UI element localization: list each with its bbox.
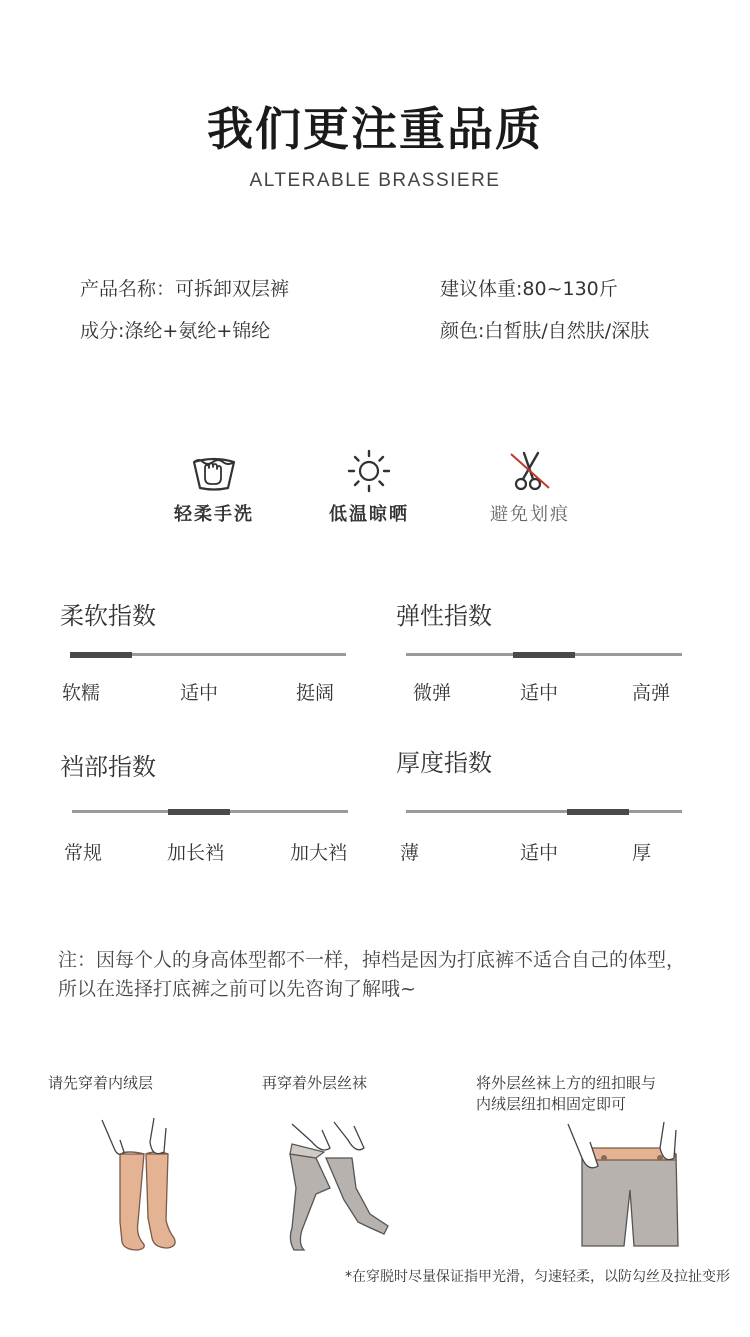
care-label-avoid-scratch: 避免划痕 <box>490 504 570 525</box>
care-label-low-temp: 低温晾晒 <box>329 504 409 525</box>
step-3-text <box>476 1073 656 1115</box>
button-layers-illustration <box>560 1118 690 1258</box>
no-scissors-icon <box>505 448 555 494</box>
thickness-track <box>406 810 682 813</box>
step-3-line-2: 内绒层纽扣相固定即可 <box>476 1095 627 1113</box>
sun-icon <box>344 448 394 494</box>
softness-option-1: 软糯 <box>62 682 101 704</box>
care-label-hand-wash: 轻柔手洗 <box>174 504 254 525</box>
spec-colors: 颜色:白皙肤/自然肤/深肤 <box>440 320 650 342</box>
step-3-line-1: 将外层丝袜上方的纽扣眼与 <box>476 1074 657 1092</box>
care-avoid-scratch <box>450 448 610 526</box>
crotch-option-3: 加大裆 <box>290 842 348 864</box>
page-title: 我们更注重品质 <box>207 102 543 156</box>
step-2-text: 再穿着外层丝袜 <box>262 1074 368 1092</box>
thickness-option-3: 厚 <box>632 842 652 864</box>
elasticity-option-2: 适中 <box>520 682 559 704</box>
page-subtitle: ALTERABLE BRASSIERE <box>249 170 501 191</box>
crotch-level-marker <box>168 809 230 815</box>
elasticity-track <box>406 653 682 656</box>
elasticity-level-marker <box>513 652 575 658</box>
spec-material: 成分:涤纶+氨纶+锦纶 <box>80 320 271 342</box>
softness-track <box>70 653 346 656</box>
thickness-option-2: 适中 <box>520 842 559 864</box>
elasticity-index-title: 弹性指数 <box>396 602 492 630</box>
crotch-track <box>72 810 348 813</box>
crotch-option-1: 常规 <box>64 842 103 864</box>
softness-index-title: 柔软指数 <box>60 602 156 630</box>
step-1-text: 请先穿着内绒层 <box>48 1074 154 1092</box>
elasticity-option-3: 高弹 <box>632 682 671 704</box>
care-low-temp-dry <box>289 448 449 526</box>
care-footnote: *在穿脱时尽量保证指甲光滑，匀速轻柔，以防勾丝及拉扯变形 <box>345 1269 730 1285</box>
spec-weight: 建议体重:80~130斤 <box>440 278 618 300</box>
spec-product-name: 产品名称：可拆卸双层裤 <box>80 278 290 300</box>
thickness-index-title: 厚度指数 <box>396 749 492 777</box>
inner-layer-legs-illustration <box>80 1118 190 1258</box>
softness-option-2: 适中 <box>180 682 219 704</box>
crotch-option-2: 加长裆 <box>167 842 225 864</box>
thickness-option-1: 薄 <box>400 842 420 864</box>
softness-level-marker <box>70 652 132 658</box>
crotch-index-title: 裆部指数 <box>60 753 156 781</box>
outer-layer-legs-illustration <box>272 1118 402 1258</box>
care-hand-wash <box>134 448 294 526</box>
softness-option-3: 挺阔 <box>296 682 335 704</box>
elasticity-option-1: 微弹 <box>413 682 452 704</box>
hand-wash-icon <box>189 448 239 494</box>
thickness-level-marker <box>567 809 629 815</box>
sizing-note: 注：因每个人的身高体型都不一样，掉档是因为打底裤不适合自己的体型，所以在选择打底裤之前可以先咨询了解哦~ <box>58 949 686 1000</box>
